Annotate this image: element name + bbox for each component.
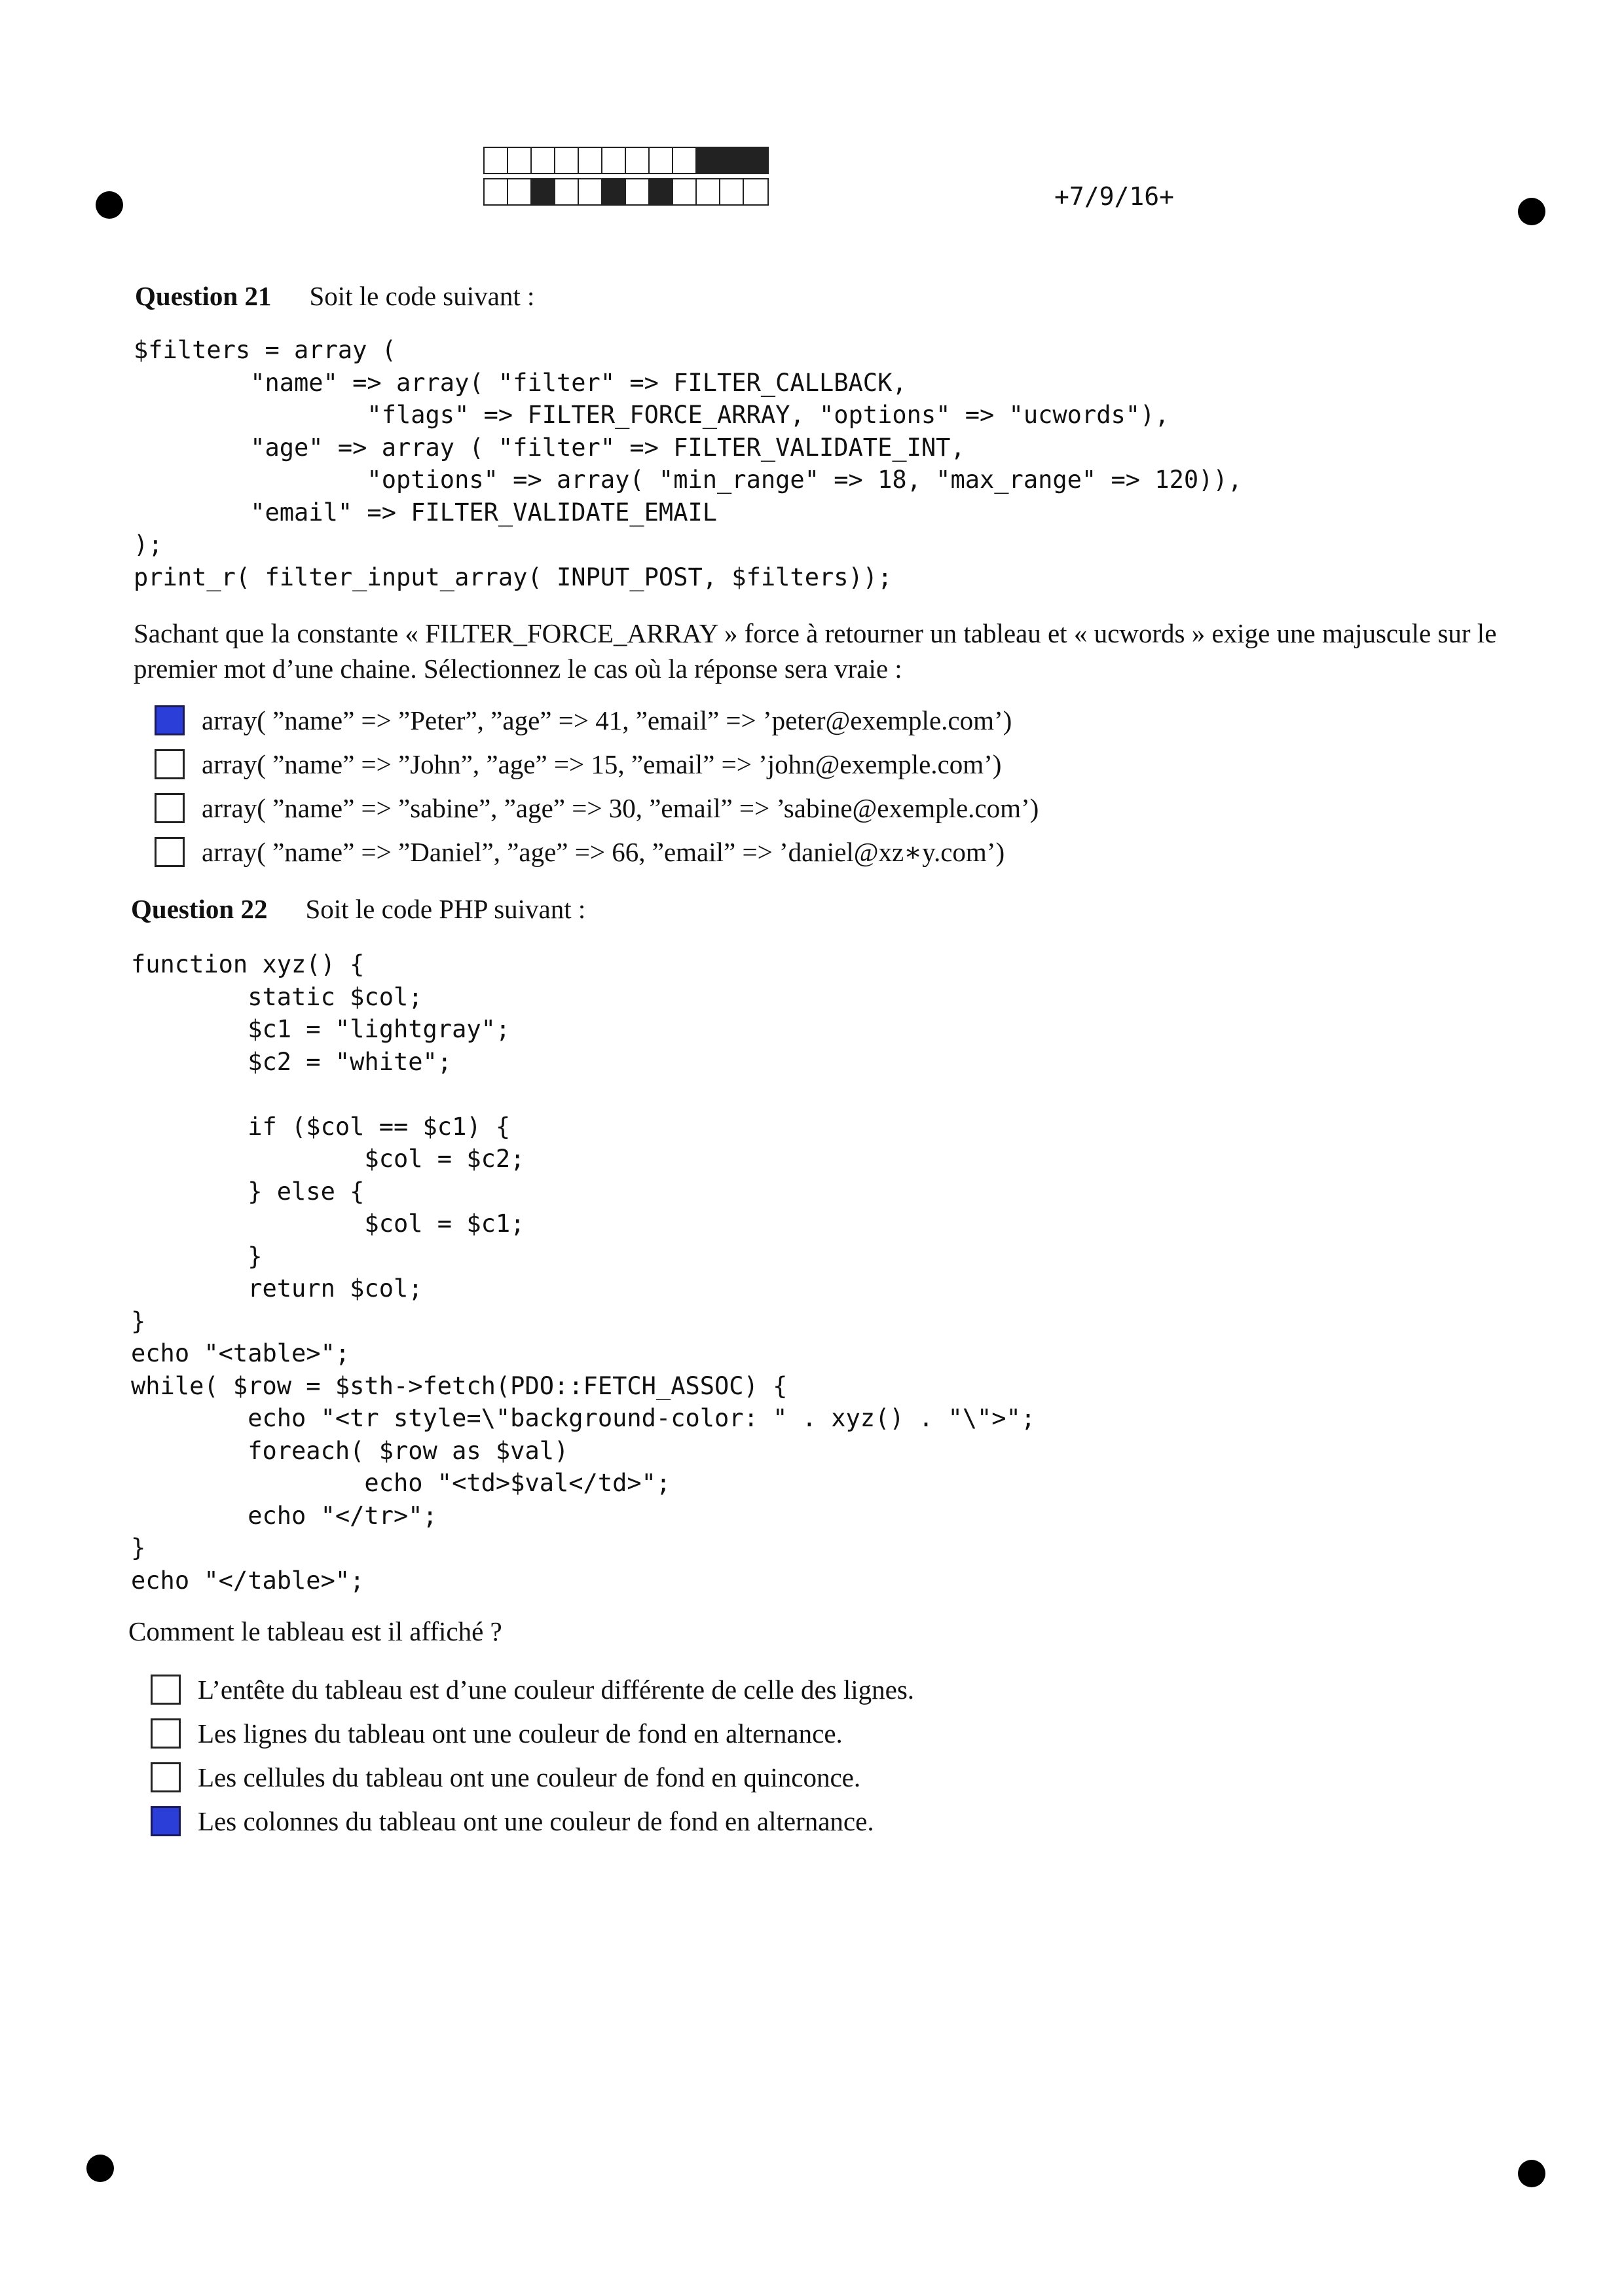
- question-21-label: Question 21: [135, 281, 272, 311]
- choice-option[interactable]: [151, 1667, 914, 1711]
- barcode-cell: [508, 148, 532, 173]
- choice-option[interactable]: [155, 698, 1039, 742]
- barcode-cell: [602, 179, 626, 204]
- barcode-cell: [673, 148, 697, 173]
- question-21-choices: [155, 698, 1039, 874]
- barcode-cell: [650, 179, 673, 204]
- question-22-choices: [151, 1667, 914, 1843]
- barcode-cell: [532, 179, 555, 204]
- choice-text: L’entête du tableau est d’une couleur différente de celle des lignes.: [198, 1674, 915, 1705]
- question-22-label: Question 22: [131, 894, 268, 924]
- answer-checkbox[interactable]: [151, 1762, 181, 1792]
- choice-option[interactable]: [151, 1799, 914, 1843]
- choice-text: array( ”name” => ”Daniel”, ”age” => 66, ”email” => ’daniel@xz∗y.com’): [202, 836, 1005, 867]
- choice-text: Les cellules du tableau ont une couleur de fond en quinconce.: [198, 1762, 861, 1792]
- question-22-statement: Comment le tableau est il affiché ?: [128, 1616, 502, 1646]
- barcode-cell: [626, 179, 650, 204]
- registration-mark-bottom-left: [86, 2155, 114, 2182]
- barcode-cell: [744, 179, 767, 204]
- question-21-intro: Soit le code suivant :: [309, 281, 535, 311]
- question-22-heading: [131, 893, 585, 925]
- registration-mark-top-left: [96, 191, 123, 219]
- choice-option[interactable]: [155, 742, 1039, 786]
- question-21-statement: Sachant que la constante « FILTER_FORCE_ARRAY » force à retourner un tableau et « ucwords » exige une majuscule sur le premier mot d’une chaine. Sélectionnez le cas où la réponse sera vraie :: [134, 618, 1497, 684]
- barcode-row-1: [483, 147, 769, 174]
- choice-option[interactable]: [155, 786, 1039, 830]
- answer-checkbox[interactable]: [155, 837, 185, 867]
- question-22-intro: Soit le code PHP suivant :: [305, 894, 586, 924]
- barcode-cell: [579, 148, 602, 173]
- answer-checkbox[interactable]: [151, 1806, 181, 1836]
- answer-checkbox[interactable]: [155, 749, 185, 779]
- barcode-cell: [626, 148, 650, 173]
- barcode-cell: [602, 148, 626, 173]
- answer-checkbox[interactable]: [155, 793, 185, 823]
- barcode-cell: [555, 148, 579, 173]
- choice-text: array( ”name” => ”Peter”, ”age” => 41, ”email” => ’peter@exemple.com’): [202, 705, 1012, 735]
- choice-text: Les lignes du tableau ont une couleur de fond en alternance.: [198, 1718, 843, 1749]
- choice-text: array( ”name” => ”sabine”, ”age” => 30, ”email” => ’sabine@exemple.com’): [202, 792, 1039, 823]
- registration-mark-top-right: [1518, 198, 1545, 225]
- barcode-cell: [508, 179, 532, 204]
- barcode-cell: [720, 179, 744, 204]
- barcode-cell: [697, 179, 720, 204]
- barcode-cell: [485, 179, 508, 204]
- barcode-row-2: [483, 178, 769, 206]
- choice-option[interactable]: [155, 830, 1039, 874]
- question-21-code: $filters = array ( "name" => array( "filter" => FILTER_CALLBACK, "flags" => FILTER_FORCE_ARRAY, "options" => "ucwords"), "age" => array ( "filter" => FILTER_VALIDATE_INT, "options" => array( "min_range" => 18, "max_range" => 120)), "email" => FILTER_VALIDATE_EMAIL ); print_r( filter_input_array( INPUT_POST, $filters));: [134, 336, 1242, 591]
- barcode-cell: [555, 179, 579, 204]
- barcode-cell: [650, 148, 673, 173]
- answer-checkbox[interactable]: [151, 1675, 181, 1705]
- barcode-cell: [744, 148, 767, 173]
- registration-mark-bottom-right: [1518, 2160, 1545, 2187]
- barcode-cell: [720, 148, 744, 173]
- answer-checkbox[interactable]: [151, 1718, 181, 1749]
- barcode-cell: [532, 148, 555, 173]
- choice-option[interactable]: [151, 1755, 914, 1799]
- question-22-code: function xyz() { static $col; $c1 = "lightgray"; $c2 = "white"; if ($col == $c1) { $col = $c2; } else { $col = $c1; } return $col; } echo "<table>"; while( $row = $sth->fetch(PDO::FETCH_ASSOC) { echo "<tr style=\"background-color: " . xyz() . "\">"; foreach( $row as $val) echo "<td>$val</td>"; echo "</tr>"; } echo "</table>";: [131, 950, 1036, 1595]
- barcode-cell: [673, 179, 697, 204]
- choice-text: Les colonnes du tableau ont une couleur de fond en alternance.: [198, 1805, 874, 1836]
- choice-text: array( ”name” => ”John”, ”age” => 15, ”email” => ’john@exemple.com’): [202, 749, 1002, 779]
- choice-option[interactable]: [151, 1711, 914, 1755]
- barcode-cell: [485, 148, 508, 173]
- barcode-cell: [579, 179, 602, 204]
- barcode-cell: [697, 148, 720, 173]
- page-code: +7/9/16+: [1054, 182, 1175, 211]
- answer-checkbox[interactable]: [155, 705, 185, 735]
- question-21-heading: [135, 280, 534, 312]
